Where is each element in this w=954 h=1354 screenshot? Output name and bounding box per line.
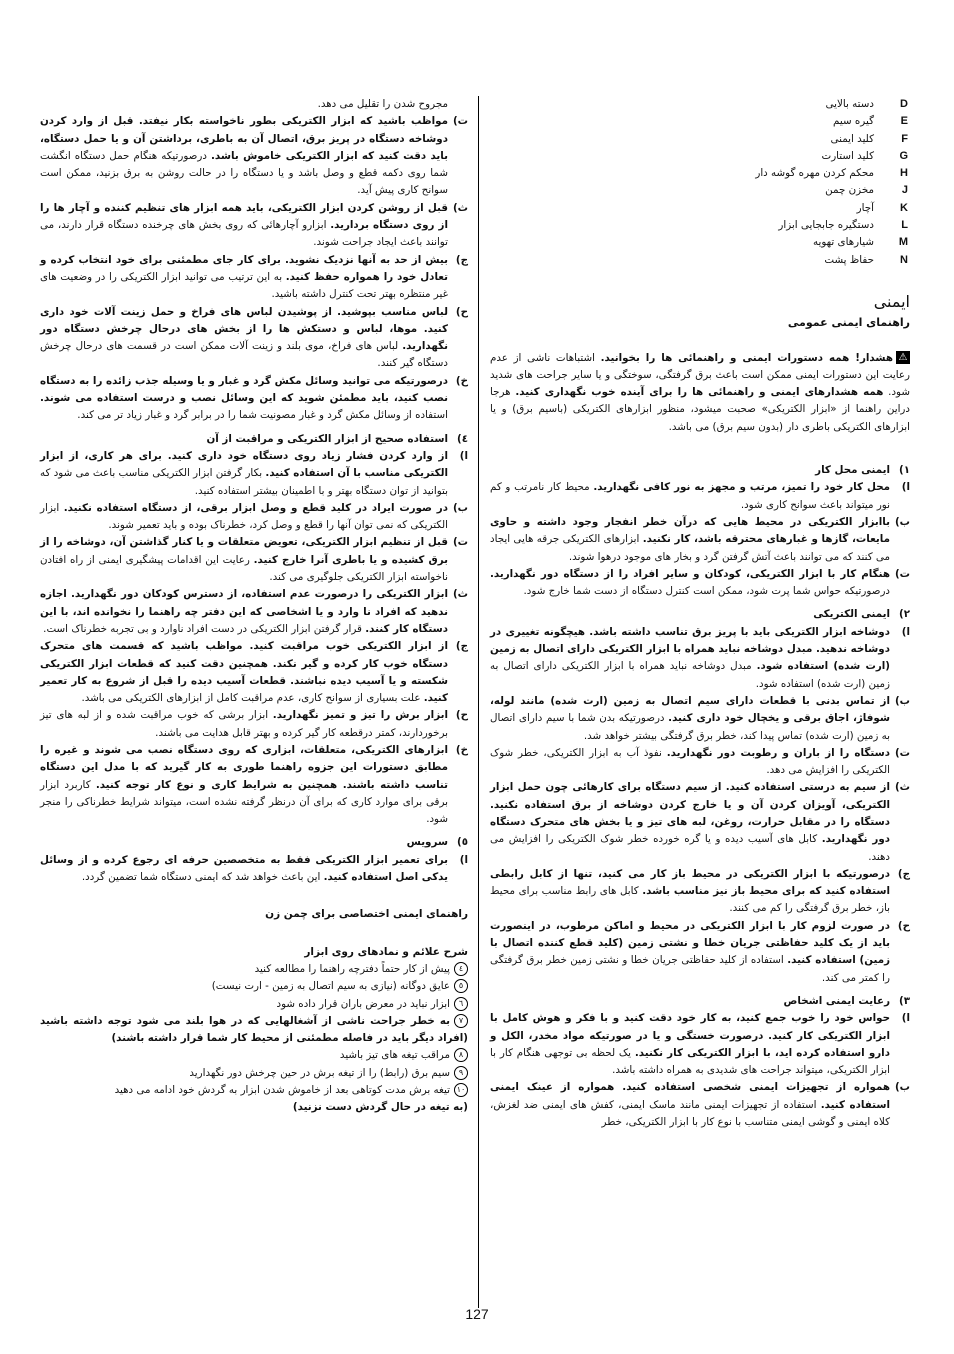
section-heading	[490, 462, 910, 479]
item-marker: ت)	[452, 536, 468, 549]
safety-heading: ایمنی	[873, 291, 910, 311]
legend-row	[490, 200, 910, 217]
item-text	[40, 113, 448, 199]
item-marker: ح)	[897, 919, 910, 932]
item-bold-text: محل کار خود را تمیز، مرتب و مجهز به نور کافی نگهدارید.	[593, 481, 890, 494]
symbol-bold-text: به خطر جراحت ناشی از آشغالهایی که در هوا بلند می شود توجه داشته باشید	[40, 1014, 450, 1027]
item-marker: ۳)	[898, 994, 910, 1007]
instruction-item	[490, 693, 910, 745]
symbol-item	[40, 961, 468, 978]
item-plain-text: ابزارو آچارهائی که روی بخش های چرخنده دستگاه قرار دارند، می توانند باعث ایجاد جراحت شوند.	[40, 219, 448, 249]
item-bold-text: همواره از تجهیزات ایمنی شخصی استفاده کنید. همواره از عینک ایمنی استفاده کنید.	[490, 1081, 890, 1111]
item-text	[490, 779, 890, 865]
item-bold-text: مواظب باشید که ابزار الکتریکی بطور ناخواسته بکار نیفتد. قبل از وارد کردن دوشاخه دستگاه در پریز برق، اتصال آن به باطری، برداشتن آن و یا حمل دستگاه، باید دقت کنید که ابزار الکتریکی خاموش باشد.	[40, 115, 448, 162]
item-plain-text: مبدل دوشاخه نباید همراه با ابزار الکتریکی دارای اتصال به زمین (ارت شده) استفاده شود.	[490, 660, 890, 690]
legend-row	[490, 96, 910, 113]
item-bold-text: از ابزار الکتریکی خوب مراقبت کنید. مواظب باشید که قسمت های متحرک دستگاه خوب کار کرده و گیر نکند. همچنین دقت کنید که قطعات ابزار الکتریکی شکسته و یا آسیب دیده نباشند. قطعات آسیب دیده را قبل از شروع به کار تعمیر کنید.	[40, 640, 448, 705]
item-marker: ا)	[901, 625, 910, 638]
item-bold-text: قبل از روشن کردن ابزار الکتریکی، باید همه ابزار های تنظیم کننده و آچار ها را از روی دستگاه بردارید.	[40, 201, 448, 232]
legend-letter: F	[901, 132, 908, 145]
legend-row	[490, 165, 910, 182]
item-plain-text: این باعث خواهد شد که ایمنی دستگاه شما تضمین گردد.	[81, 871, 324, 884]
item-bold-text: در صورت ایراد در کلید قطع و وصل ابزار برقی، از دستگاه استفاده نکنید.	[63, 501, 448, 514]
warning-text: اشتباهات ناشی از عدم رعایت این دستورات ایمنی ممکن است باعث برق گرفتگی، سوختگی و یا سایر جراحت های شدید شود.	[490, 351, 910, 399]
item-bold-text: از سیم به درستی استفاده کنید. از سیم دستگاه برای کارهائی چون حمل ابزار الکتریکی، آویزان کردن آن و یا خارج کردن دوشاخه از برق استفاده نکنید. دستگاه را در مقابل حرارت، روغن، لبه های تیز و یا بخش های متحرک دستگاه دور نگهدارید.	[490, 781, 891, 846]
legend-row	[490, 234, 910, 251]
symbol-number-icon: ٦	[454, 997, 468, 1011]
legend-name: محکم کردن مهره گوشه دار	[755, 167, 874, 180]
item-bold-text: هنگام کار با ابزار الکتریکی، کودکان و سایر افراد را از دستگاه دور نگهدارید.	[490, 567, 890, 580]
item-bold-text: ابزارهای الکتریکی، متعلقات، ابزاری که روی دستگاه نصب می شوند و غیره را مطابق دستورات این جزوه راهنما طوری به کار گیرید که با مدل این دستگاه تناسب داشته باشند. همچنین به شرایط کاری و نوع کار توجه کنید.	[40, 743, 449, 791]
symbol-number-icon: ٥	[454, 979, 468, 993]
instruction-item	[490, 479, 910, 514]
instruction-item	[490, 745, 910, 780]
item-text	[40, 431, 448, 448]
legend-row	[490, 113, 910, 130]
item-plain-text: استفاده از تجهیزات ایمنی مانند ماسک ایمنی، کفش های ایمنی ضد لغزش، کلاه ایمنی و گوشی ایمنی متناسب با نوع کار با ابزار الکتریکی، خطر	[490, 1098, 890, 1129]
item-marker: ت)	[894, 746, 910, 759]
item-marker	[448, 96, 468, 113]
legend-letter: M	[898, 236, 908, 249]
item-marker: ۲)	[898, 608, 910, 621]
instruction-item	[490, 514, 910, 566]
item-text	[40, 742, 448, 828]
item-bold-text: ایمنی محل کار	[815, 464, 890, 477]
item-plain-text: استفاده از کلید حفاظتی جریان خطا و نشتی زمین خطر برق گرفتگی را کمتر می کند.	[490, 954, 890, 984]
item-marker: ج)	[455, 253, 468, 266]
item-plain-text: کابل های رابط مناسب برای محیط باز، خطر برق گرفتگی را کم می کنند.	[490, 885, 890, 915]
symbol-number-icon: ٩	[454, 1066, 468, 1080]
symbol-text	[40, 1082, 468, 1117]
page-number: 127	[465, 1306, 489, 1322]
symbol-item	[40, 1047, 468, 1064]
warning-text-2: هرجا دراین راهنما از «ابزار الکتریکی» صحبت میشود، منظور ابزارهای الکتریکی (باسیم برق) و یا ابزارهای الکتریکی باطری دار (بدون سیم برق) می باشد.	[490, 386, 910, 433]
item-marker: ح)	[455, 709, 468, 722]
item-plain-text: ابزار الکتریکی که نمی توان آنها را قطع و وصل کرد، خطرناک بوده و باید تعمیر شوند.	[40, 501, 448, 532]
instruction-item	[40, 852, 468, 887]
symbol-item	[40, 1065, 468, 1082]
item-text	[490, 918, 890, 987]
instruction-item	[490, 779, 910, 865]
item-marker: ب)	[894, 694, 910, 707]
instruction-item	[490, 866, 910, 918]
item-plain-text: یک لحظه بی توجهی هنگام کار با ابزار الکتریکی، میتواند جراحت های شدیدی به همراه داشته باشد.	[490, 1046, 890, 1077]
item-bold-text: سرویس	[406, 836, 448, 849]
item-text	[40, 638, 448, 707]
item-text	[40, 304, 448, 373]
item-marker: ٤)	[456, 432, 468, 445]
item-text	[40, 852, 448, 887]
item-marker: ث)	[452, 588, 468, 601]
item-text	[490, 1079, 890, 1131]
legend-name: دستگیره جابجایی ابزار	[778, 219, 874, 232]
item-text	[40, 707, 448, 742]
legend-letter: D	[900, 98, 908, 110]
instruction-item	[40, 500, 468, 535]
right-instructions	[490, 462, 910, 1131]
item-plain-text: رعایت این اقدامات پیشگیری ایمنی از راه افتادن ناخواسته ابزار الکتریکی جلوگیری می کند.	[40, 553, 448, 584]
symbol-text	[40, 1065, 468, 1082]
symbol-number-icon: ١٠	[454, 1083, 468, 1097]
item-plain-text: قرار گرفتن ابزار الکتریکی در دست افراد ناوارد و بی تجربه خطرناک است.	[43, 622, 366, 635]
item-bold-text: ابزار برش را تیز و تمیز نگهدارید.	[272, 709, 448, 722]
symbols-list	[40, 961, 468, 1117]
warning-icon: ⚠	[896, 351, 910, 364]
instruction-item	[40, 96, 468, 113]
legend-name: شیارهای تهویه	[812, 236, 874, 249]
instruction-item	[40, 113, 468, 199]
instruction-item	[40, 707, 468, 742]
item-text	[490, 866, 890, 918]
item-bold-text: ابزار الکتریکی را درصورت عدم استفاده، از دسترس کودکان دور نگهدارید. اجازه ندهید که افراد نا وارد و یا اشخاصی که این دفتر چه راهنما را نخوانده اند، با این دستگاه کار کنند.	[40, 588, 448, 635]
item-bold-text: باابزار الکتریکی در محیط هایی که درآن خطر انفجار وجود داشته و حاوی مایعات، گازها و غبارهای محترقه باشد، کار نکنید.	[490, 515, 890, 546]
item-marker: خ)	[455, 743, 468, 756]
item-bold-text: دوشاخه ابزار الکتریکی باید با پریز برق تناسب داشته باشد. هیچگونه تغییری در دوشاخه ندهید. مبدل دوشاخه نباید همراه با ابزار الکتریکی دارای اتصال به زمین (ارت شده) استفاده شود.	[490, 625, 890, 673]
warning-bold-2: همه هشدارهای ایمنی و راهنمائی ها را برای آینده خوب نگهداری کنید.	[515, 386, 884, 399]
instruction-item	[40, 742, 468, 828]
item-bold-text: استفاده صحیح از ابزار الکتریکی و مراقبت از آن	[206, 432, 448, 445]
instruction-item	[490, 566, 910, 601]
legend-row	[490, 148, 910, 165]
warning-bold: هشدار! همه دستورات ایمنی و راهنمائی ها را بخوانید.	[600, 351, 893, 364]
item-text	[490, 479, 890, 514]
legend-name: گیره سیم	[833, 115, 874, 128]
instruction-item	[490, 1079, 910, 1131]
symbol-number-icon: ٨	[454, 1048, 468, 1062]
symbol-number-icon: ٧	[454, 1014, 468, 1028]
item-text	[40, 534, 448, 586]
item-text	[40, 373, 448, 425]
item-text	[40, 252, 448, 304]
symbol-note-text: (به تیغه در حال گردش دست نزنید)	[292, 1101, 468, 1114]
instruction-item	[490, 624, 910, 693]
general-safety-heading: راهنمای ایمنی عمومی	[787, 316, 910, 330]
item-bold-text: حواس خود را خوب جمع کنید، به کار خود دقت کنید و با فکر و هوش کامل با ابزار الکتریکی کار کنید. درصورت خستگی و یا در صورتیکه مواد مخدر، الکل و دارو استفاده کرده اید، با ابزار الکتریکی کار نکنید.	[490, 1012, 890, 1059]
symbol-item	[40, 1013, 468, 1048]
section-heading	[40, 834, 468, 851]
item-plain-text: مجروح شدن را تقلیل می دهد.	[317, 98, 448, 110]
item-plain-text: کابل های آسیب دیده و یا گره خورده خطر شوک الکتریکی را افزایش می دهند.	[490, 833, 890, 863]
item-bold-text: دستگاه را از باران و رطوبت دور نگهدارید.	[666, 746, 890, 759]
item-text	[490, 993, 890, 1010]
legend-letter: J	[901, 184, 908, 197]
symbol-plain-text: عایق دوگانه (نیازی به سیم اتصال به زمین - ارت نیست)	[211, 980, 450, 993]
legend-name: مخزن چمن	[825, 184, 874, 197]
item-text	[40, 96, 448, 113]
section-heading	[40, 431, 468, 448]
legend-row	[490, 131, 910, 148]
item-text	[490, 514, 890, 566]
item-marker: ث)	[452, 201, 468, 214]
item-text	[40, 200, 448, 252]
item-text	[490, 745, 890, 780]
item-plain-text: علت بسیاری از سوانح کاری، عدم مراقبت کامل از ابزارهای الکتریکی می باشد.	[81, 692, 424, 705]
item-bold-text: در صورت لزوم کار با ابزار الکتریکی در محیط و اماکن مرطوب، در اینصورت باید از یک کلید حفاظتی جریان خطا و نشتی زمین (کلید قطع کننده اتصال با زمین) استفاده کنید.	[490, 919, 890, 967]
item-plain-text: ابزارهای الکتریکی جرقه هایی ایجاد می کنند که می توانند باعث آتش گرفتن گرد و بخار های موجود درهوا شوند.	[490, 533, 890, 563]
item-plain-text: ابزار برشی که خوب مراقبت شده و از لبه های تیز برخوردارند، کمتر درقطعه کار گیر کرده و بهتر قابل هدایت می باشند.	[40, 709, 448, 739]
item-marker: ٥)	[456, 836, 468, 849]
symbol-item	[40, 996, 468, 1013]
item-marker: ج)	[455, 640, 468, 653]
item-bold-text: قبل از تنظیم ابزار الکتریکی، تعویض متعلقات و یا کنار گذاشتن آن، دوشاخه را از برق کشیده و یا باطری آنرا خارج کنید.	[40, 536, 448, 566]
item-marker: ا)	[901, 481, 910, 494]
symbol-item	[40, 978, 468, 995]
legend-letter: E	[900, 115, 908, 128]
left-column	[40, 96, 468, 1117]
symbols-heading: شرح علائم و نمادهای روی ابزار	[304, 945, 468, 958]
item-bold-text: از وارد کردن فشار زیاد روی دستگاه خود داری کنید. برای هر کاری، از ابزار الکتریکی مناسب با آن استفاده کنید.	[40, 449, 448, 480]
item-plain-text: استفاده از وسائل مکش گرد و غبار مصونیت شما را در برابر گرد و غبار زیاد تر می کند.	[77, 409, 448, 422]
item-marker: ب)	[894, 1081, 910, 1094]
legend-letter: G	[899, 149, 908, 162]
item-marker: خ)	[455, 374, 468, 387]
item-plain-text: لباس های فراخ، موی بلند و زینت آلات ممکن است در قسمت های درحال چرخش دستگاه گیر کنند.	[40, 340, 448, 370]
symbol-plain-text: مراقب تیغه های تیز باشید	[339, 1049, 450, 1062]
item-bold-text: ایمنی الکتریکی	[813, 608, 890, 621]
legend-letter: H	[900, 167, 908, 180]
section-heading	[490, 606, 910, 623]
item-plain-text: کاربرد ابزار برقی برای موارد کاری که برای آن درنظر گرفته نشده است، میتواند شرایط خطرناکی را منجر شود.	[40, 778, 448, 826]
item-marker: ا)	[459, 449, 468, 462]
symbol-plain-text: تیغه برش مدت کوتاهی بعد از خاموش شدن ابزار به گردش خود ادامه می دهید	[114, 1084, 450, 1097]
item-marker: ح)	[455, 305, 468, 318]
instruction-item	[490, 1010, 910, 1079]
item-text	[490, 606, 890, 623]
legend-name: حفاظ پشت	[824, 253, 874, 266]
item-plain-text: به این ترتیب می توانید ابزار الکتریکی را در وضعیت های غیر منتظره بهتر تحت کنترل داشته باشید.	[40, 270, 448, 301]
legend-letter: L	[901, 219, 908, 232]
instruction-item	[40, 586, 468, 638]
instruction-item	[40, 304, 468, 373]
column-divider	[478, 96, 479, 1308]
legend-name: دسته بالایی	[825, 98, 874, 110]
item-bold-text: درصورتیکه می توانید وسائل مکش گرد و غبار و یا وسیله جذب زائده را به دستگاه نصب کنید، باید مطمئن شوید که این وسائل نصب و درست استفاده می شوند.	[40, 374, 448, 405]
item-text	[490, 566, 890, 601]
symbol-text	[40, 996, 468, 1013]
item-marker: ج)	[897, 867, 910, 880]
parts-legend	[490, 96, 910, 269]
symbol-plain-text: (افراد دیگر باید در فاصله مطمئنی از محیط کار شما قرار داشته باشند)	[111, 1032, 468, 1045]
item-text	[490, 693, 890, 745]
item-bold-text: برای تعمیر ابزار الکتریکی فقط به متخصصین حرفه ای رجوع کرده و از وسائل یدکی اصل استفاده کنید.	[40, 853, 448, 884]
item-bold-text: درصورتیکه با ابزار الکتریکی در محیط باز کار می کنید، تنها از کابل رابطی استفاده کنید که برای محیط باز نیز مناسب باشد.	[490, 867, 891, 898]
section-heading	[490, 993, 910, 1010]
symbol-text	[40, 978, 468, 995]
symbol-plain-text: ابزار نباید در معرض باران قرار داده شود	[276, 997, 450, 1010]
instruction-item	[40, 638, 468, 707]
legend-name: آچار	[856, 201, 874, 214]
item-text	[490, 624, 890, 693]
item-text	[40, 834, 448, 851]
legend-row	[490, 182, 910, 199]
item-marker: ب)	[452, 501, 468, 514]
item-bold-text: از تماس بدنی با قطعات دارای سیم اتصال به زمین (ارت شده) مانند لوله، شوفاژ، اجاق برقی و یخچال خود داری کنید.	[490, 694, 890, 725]
legend-row	[490, 252, 910, 269]
symbol-number-icon: ٤	[454, 962, 468, 976]
legend-name: کلید استارت	[821, 149, 874, 162]
left-instructions	[40, 96, 468, 886]
legend-row	[490, 217, 910, 234]
item-marker: ا)	[459, 853, 468, 866]
warning-paragraph	[490, 350, 910, 436]
right-column	[490, 96, 910, 1131]
item-text	[490, 1010, 890, 1079]
instruction-item	[490, 918, 910, 987]
legend-letter: N	[900, 253, 908, 266]
item-text	[40, 448, 448, 500]
symbol-text	[40, 1047, 468, 1064]
legend-name: کلید ایمنی	[830, 132, 874, 145]
instruction-item	[40, 200, 468, 252]
item-marker: ۱)	[898, 464, 910, 477]
item-marker: ت)	[894, 567, 910, 580]
item-bold-text: بیش از حد به آنها نزدیک نشوید. برای کار جای مطمئنی برای خود انتخاب کرده و تعادل خود را همواره حفظ کنید.	[40, 253, 448, 283]
symbol-item	[40, 1082, 468, 1117]
instruction-item	[40, 252, 468, 304]
item-plain-text: نفوذ آب به ابزار الکتریکی، خطر شوک الکتریکی را افزایش می دهد.	[490, 746, 890, 777]
instruction-item	[40, 373, 468, 425]
item-marker: ب)	[894, 515, 910, 528]
item-bold-text: لباس مناسب بپوشید. از پوشیدن لباس های فراخ و حمل زینت آلات خود داری کنید. موها، لباس و دستکش ها را از بخش های درحال چرخش دستگاه دور نگهدارید.	[40, 305, 448, 353]
item-text	[490, 462, 890, 479]
item-marker: ا)	[901, 1012, 910, 1025]
symbol-plain-text: سیم برق (رابط) را از تیغه برش در حین چرخش دور نگهدارید	[189, 1066, 450, 1079]
legend-letter: K	[900, 201, 908, 214]
symbol-plain-text: پیش از کار حتماً دفترچه راهنما را مطالعه کنید	[254, 962, 450, 975]
item-text	[40, 500, 448, 535]
item-plain-text: بکار گرفتن ابزار الکتریکی مناسب باعث می شود که بتوانید از توان دستگاه بهتر و با اطمینان بیشتر استفاده کنید.	[40, 467, 448, 497]
instruction-item	[40, 534, 468, 586]
item-plain-text: درصورتیکه حواس شما پرت شود، ممکن است کنترل دستگاه از دست شما خارج شود.	[523, 585, 890, 598]
symbol-text	[40, 1013, 468, 1048]
instruction-item	[40, 448, 468, 500]
item-plain-text: درصورتیکه هنگام حمل دستگاه انگشت شما روی دکمه قطع و وصل باشد و یا دستگاه را در حالت روشن به برق بزنید، ممکن است سوانح کاری پیش آید.	[40, 149, 448, 197]
item-bold-text: رعایت ایمنی اشخاص	[783, 994, 890, 1007]
item-plain-text: درصورتیکه بدن شما با سیم دارای اتصال به زمین (ارت شده) تماس پیدا کند، خطر برق گرفتگی بیشتر خواهد شد.	[490, 712, 890, 742]
item-marker: ت)	[452, 115, 468, 128]
symbol-text	[40, 961, 468, 978]
item-marker: ث)	[894, 781, 910, 794]
item-text	[40, 586, 448, 638]
item-plain-text: محیط کار نامرتب و کم نور میتواند باعث سوانح کاری شود.	[490, 481, 890, 511]
specific-safety-heading: راهنمای ایمنی اختصاصی برای چمن زن	[265, 908, 468, 921]
